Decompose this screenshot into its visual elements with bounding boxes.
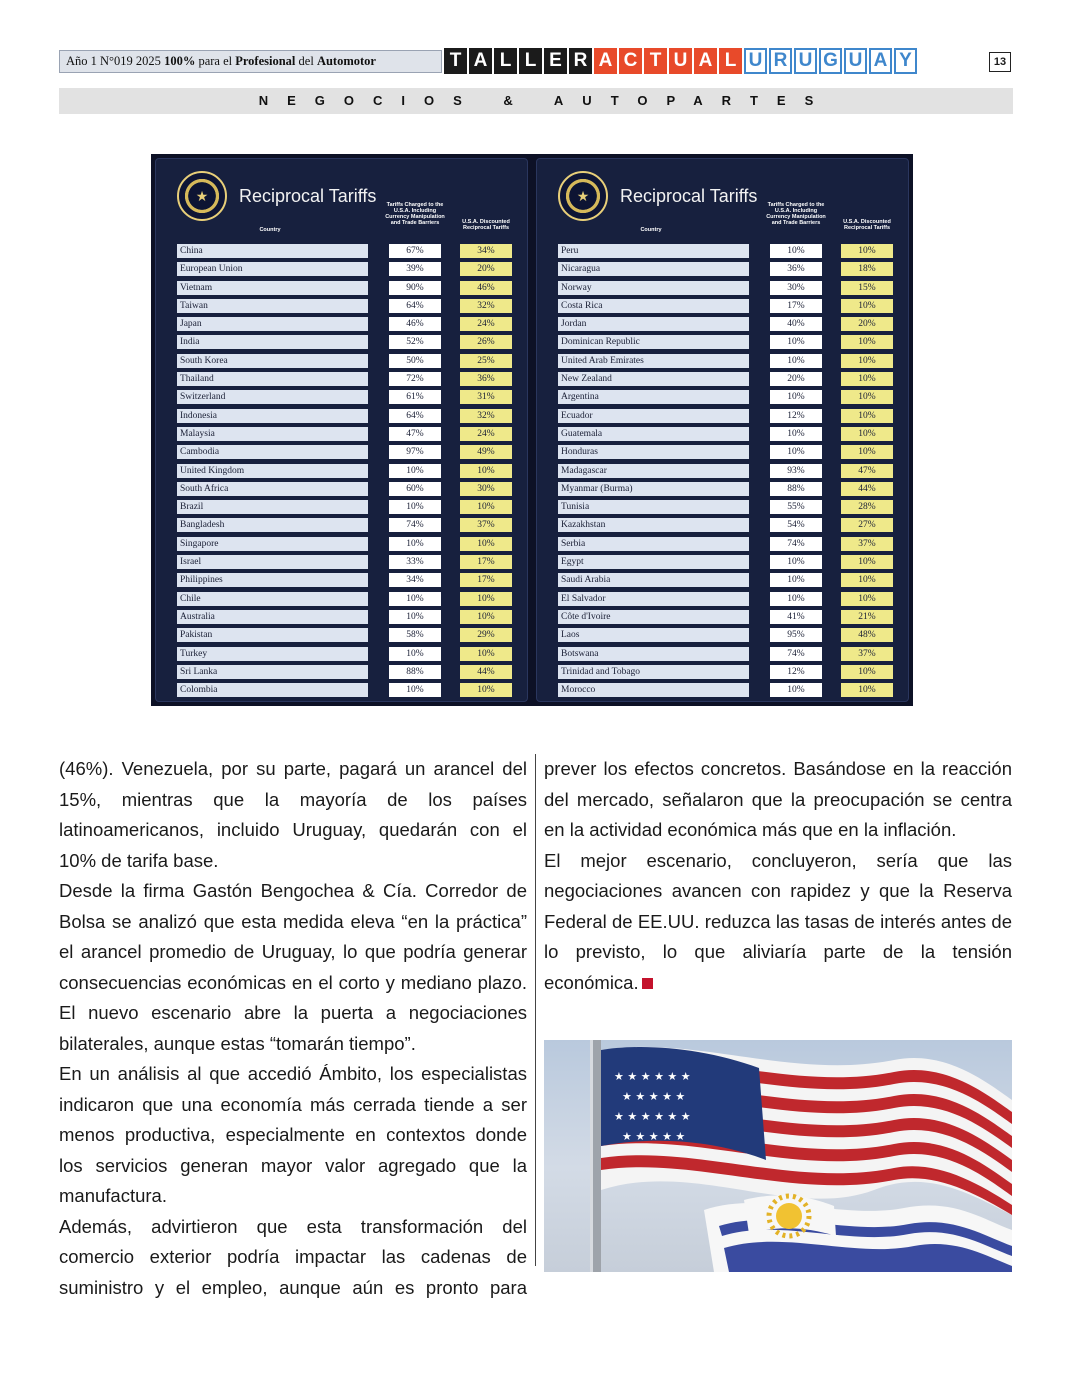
brand-word-taller	[444, 48, 592, 74]
tariff-discounted: 10%	[460, 537, 512, 551]
tariff-charged: 10%	[770, 445, 822, 459]
tariff-country: Australia	[177, 610, 368, 624]
tariff-charged: 50%	[389, 354, 441, 368]
tariff-charged: 88%	[389, 665, 441, 679]
tariff-discounted: 37%	[841, 647, 893, 661]
tariff-charged: 12%	[770, 665, 822, 679]
tariff-discounted: 10%	[841, 555, 893, 569]
tariff-country: Kazakhstan	[558, 518, 749, 532]
brand-word-actual	[594, 48, 742, 74]
board-title: Reciprocal Tariffs	[620, 186, 758, 206]
logo-letter: U	[744, 48, 767, 74]
tariff-discounted: 30%	[460, 482, 512, 496]
logo-letter: A	[594, 48, 617, 74]
tariff-charged: 10%	[770, 244, 822, 258]
tariff-country: Trinidad and Tobago	[558, 665, 749, 679]
tariff-country: India	[177, 335, 368, 349]
tariff-discounted: 15%	[841, 281, 893, 295]
tariff-discounted: 26%	[460, 335, 512, 349]
tariff-discounted: 28%	[841, 500, 893, 514]
tariff-charged: 10%	[770, 354, 822, 368]
tariff-charged: 17%	[770, 299, 822, 313]
tariff-row	[177, 516, 517, 534]
logo-letter: U	[844, 48, 867, 74]
tariff-country: Morocco	[558, 683, 749, 697]
logo-letter: L	[519, 48, 542, 74]
tariff-row	[558, 663, 898, 681]
svg-text:★ ★ ★ ★ ★ ★: ★ ★ ★ ★ ★ ★	[614, 1110, 691, 1123]
tariff-country: Chile	[177, 592, 368, 606]
article-paragraph: Además, advirtieron que esta transformación del comercio exterior podría impactar las cadenas de suministro y el empleo, aunque aún es pronto para	[59, 1215, 527, 1298]
logo-letter: L	[719, 48, 742, 74]
tariff-charged: 47%	[389, 427, 441, 441]
tagline-text-1: para el	[198, 54, 233, 68]
logo-letter: E	[544, 48, 567, 74]
tariff-row	[558, 498, 898, 516]
tariff-charged: 39%	[389, 262, 441, 276]
brand-word-uruguay	[744, 48, 917, 74]
logo-letter: T	[444, 48, 467, 74]
tariff-discounted: 10%	[460, 647, 512, 661]
tariff-discounted: 24%	[460, 427, 512, 441]
tariff-charged: 10%	[389, 647, 441, 661]
tariff-row	[177, 608, 517, 626]
tariff-charged: 72%	[389, 372, 441, 386]
tariff-row	[177, 297, 517, 315]
tariff-row	[558, 407, 898, 425]
tariff-discounted: 24%	[460, 317, 512, 331]
tariff-discounted: 10%	[841, 409, 893, 423]
tariff-row	[177, 443, 517, 461]
tariff-country: Israel	[177, 555, 368, 569]
tariff-country: El Salvador	[558, 592, 749, 606]
tariff-row	[177, 663, 517, 681]
tariff-row	[558, 370, 898, 388]
tariff-row	[558, 626, 898, 644]
tariff-country: United Arab Emirates	[558, 354, 749, 368]
tariff-country: Sri Lanka	[177, 665, 368, 679]
tariff-charged: 10%	[770, 683, 822, 697]
tariff-row	[558, 352, 898, 370]
tariff-discounted: 10%	[841, 445, 893, 459]
logo-letter: R	[569, 48, 592, 74]
tariff-row	[558, 681, 898, 699]
tariff-country: Honduras	[558, 445, 749, 459]
tariff-discounted: 10%	[841, 299, 893, 313]
col-header-country: Country	[640, 227, 662, 233]
tariff-country: Botswana	[558, 647, 749, 661]
col-header-country: Country	[259, 227, 281, 233]
usa-uruguay-flags-photo	[544, 1040, 1012, 1272]
tariff-charged: 40%	[770, 317, 822, 331]
col-header-discounted: U.S.A. Discounted Reciprocal Tariffs	[462, 219, 510, 231]
tariff-country: Taiwan	[177, 299, 368, 313]
tariff-country: Egypt	[558, 555, 749, 569]
tariff-row	[177, 498, 517, 516]
tariff-charged: 10%	[389, 464, 441, 478]
tariff-row	[177, 425, 517, 443]
tariff-discounted: 10%	[841, 390, 893, 404]
tariff-discounted: 25%	[460, 354, 512, 368]
tariff-charged: 10%	[770, 390, 822, 404]
svg-text:★ ★ ★ ★ ★: ★ ★ ★ ★ ★	[622, 1090, 686, 1103]
tariff-country: Madagascar	[558, 464, 749, 478]
tariff-discounted: 20%	[460, 262, 512, 276]
tariff-country: Malaysia	[177, 427, 368, 441]
tariff-discounted: 37%	[460, 518, 512, 532]
tariff-row	[558, 260, 898, 278]
tagline-bold-2: Profesional	[235, 54, 296, 68]
tariff-row	[177, 407, 517, 425]
tariff-discounted: 10%	[460, 610, 512, 624]
tariff-country: Indonesia	[177, 409, 368, 423]
article-final-text: El mejor escenario, concluyeron, sería que las negociaciones avancen con rapidez y que la Reserva Federal de EE.UU. reduzca las tasas de interés antes de lo previsto, lo que aliviaría parte de la tensión económica.	[544, 849, 1012, 993]
tariff-row	[177, 315, 517, 333]
tariff-row	[558, 462, 898, 480]
tariff-charged: 36%	[770, 262, 822, 276]
tariff-discounted: 10%	[460, 683, 512, 697]
svg-text:★ ★ ★ ★ ★: ★ ★ ★ ★ ★	[622, 1130, 686, 1143]
tariff-charged: 10%	[770, 592, 822, 606]
tariff-row	[177, 535, 517, 553]
tariff-charged: 58%	[389, 628, 441, 642]
tariff-discounted: 46%	[460, 281, 512, 295]
tariff-country: Brazil	[177, 500, 368, 514]
tariff-row	[558, 425, 898, 443]
tariff-charged: 64%	[389, 299, 441, 313]
tariff-charged: 10%	[389, 610, 441, 624]
tariff-country: Singapore	[177, 537, 368, 551]
tariff-country: South Korea	[177, 354, 368, 368]
logo-letter: U	[794, 48, 817, 74]
tariff-board-left	[155, 158, 528, 702]
tariff-charged: 93%	[770, 464, 822, 478]
end-mark-icon	[642, 978, 653, 989]
tariff-row	[177, 681, 517, 699]
logo-letter: T	[644, 48, 667, 74]
tariff-discounted: 10%	[460, 592, 512, 606]
tariff-country: Norway	[558, 281, 749, 295]
sun-of-may-icon	[776, 1203, 802, 1229]
tariff-charged: 64%	[389, 409, 441, 423]
tariff-rows-right	[558, 242, 898, 699]
tariff-discounted: 29%	[460, 628, 512, 642]
tariff-charged: 33%	[389, 555, 441, 569]
tariff-country: Turkey	[177, 647, 368, 661]
tariff-discounted: 10%	[841, 244, 893, 258]
tariff-charged: 20%	[770, 372, 822, 386]
tariff-row	[177, 480, 517, 498]
tariff-charged: 10%	[389, 683, 441, 697]
section-title: NEGOCIOS & AUTOPARTES	[59, 88, 1013, 114]
tariff-row	[177, 645, 517, 663]
logo-letter: G	[819, 48, 842, 74]
tariff-country: European Union	[177, 262, 368, 276]
presidential-seal-icon	[558, 171, 608, 221]
article-column-right	[544, 754, 1012, 998]
tariff-country: Argentina	[558, 390, 749, 404]
flags-illustration	[544, 1040, 1012, 1272]
tariff-discounted: 17%	[460, 573, 512, 587]
tariff-discounted: 34%	[460, 244, 512, 258]
tariff-row	[558, 645, 898, 663]
tariff-charged: 90%	[389, 281, 441, 295]
tariff-country: Switzerland	[177, 390, 368, 404]
tariff-charged: 10%	[389, 592, 441, 606]
tariff-discounted: 32%	[460, 409, 512, 423]
tariff-row	[558, 242, 898, 260]
tariff-charged: 10%	[770, 427, 822, 441]
tariff-discounted: 10%	[841, 427, 893, 441]
logo-letter: L	[494, 48, 517, 74]
tariff-country: Laos	[558, 628, 749, 642]
tariff-country: Thailand	[177, 372, 368, 386]
tariff-discounted: 10%	[841, 573, 893, 587]
tariff-country: Guatemala	[558, 427, 749, 441]
tariff-row	[177, 279, 517, 297]
tariff-charged: 10%	[770, 335, 822, 349]
column-divider	[535, 754, 536, 1266]
flag-pole	[592, 1040, 601, 1272]
issue-info	[59, 50, 442, 73]
tariff-country: Dominican Republic	[558, 335, 749, 349]
tariff-row	[558, 315, 898, 333]
tariff-charged: 97%	[389, 445, 441, 459]
article-paragraph: En un análisis al que accedió Ámbito, los especialistas indicaron que una economía más cerrada tiende a ser menos productiva, especialmente en contextos donde los servicios generan mayor valor agregado que la manufactura.	[59, 1063, 527, 1206]
logo-letter: R	[769, 48, 792, 74]
tariff-row	[558, 535, 898, 553]
tariff-discounted: 27%	[841, 518, 893, 532]
tariff-row	[558, 608, 898, 626]
svg-text:★ ★ ★ ★ ★ ★: ★ ★ ★ ★ ★ ★	[614, 1070, 691, 1083]
tariff-discounted: 36%	[460, 372, 512, 386]
tariff-row	[558, 279, 898, 297]
tariff-row	[177, 571, 517, 589]
tariff-row	[177, 370, 517, 388]
tariff-row	[177, 553, 517, 571]
tariff-country: Japan	[177, 317, 368, 331]
tariff-country: Peru	[558, 244, 749, 258]
uruguay-flag	[704, 1195, 1012, 1272]
tariff-country: United Kingdom	[177, 464, 368, 478]
tariff-row	[177, 242, 517, 260]
tariff-charged: 74%	[389, 518, 441, 532]
tariff-row	[177, 388, 517, 406]
issue-prefix: Año 1 N°019 2025	[66, 54, 161, 68]
tariff-country: Costa Rica	[558, 299, 749, 313]
tariff-charged: 74%	[770, 647, 822, 661]
logo-letter: A	[869, 48, 892, 74]
tagline-bold-3: Automotor	[316, 54, 376, 68]
tariff-charged: 10%	[389, 537, 441, 551]
logo-letter: C	[619, 48, 642, 74]
col-header-charged: Tariffs Charged to the U.S.A. Including Currency Manipulation and Trade Barriers	[766, 202, 826, 226]
tariff-charged: 12%	[770, 409, 822, 423]
tariff-row	[177, 626, 517, 644]
tariff-discounted: 37%	[841, 537, 893, 551]
tariff-charged: 52%	[389, 335, 441, 349]
tariff-discounted: 10%	[841, 372, 893, 386]
tariff-charged: 55%	[770, 500, 822, 514]
tariff-discounted: 20%	[841, 317, 893, 331]
tariff-discounted: 10%	[841, 665, 893, 679]
logo-letter: A	[694, 48, 717, 74]
tariff-country: Bangladesh	[177, 518, 368, 532]
tariff-country: Philippines	[177, 573, 368, 587]
tariff-discounted: 48%	[841, 628, 893, 642]
tariff-country: China	[177, 244, 368, 258]
tariff-discounted: 10%	[841, 335, 893, 349]
tariff-discounted: 10%	[841, 592, 893, 606]
tariff-charged: 67%	[389, 244, 441, 258]
tariff-charged: 54%	[770, 518, 822, 532]
tagline-text-2: del	[298, 54, 314, 68]
tariff-country: Saudi Arabia	[558, 573, 749, 587]
tariff-board-right	[536, 158, 909, 702]
reciprocal-tariffs-image	[151, 154, 913, 706]
tariff-charged: 34%	[389, 573, 441, 587]
tariff-row	[558, 388, 898, 406]
tariff-charged: 46%	[389, 317, 441, 331]
tariff-row	[558, 333, 898, 351]
tariff-row	[558, 443, 898, 461]
tariff-discounted: 44%	[460, 665, 512, 679]
tariff-discounted: 31%	[460, 390, 512, 404]
tariff-row	[558, 480, 898, 498]
tariff-discounted: 10%	[841, 683, 893, 697]
tariff-country: Cambodia	[177, 445, 368, 459]
presidential-seal-icon	[177, 171, 227, 221]
tariff-country: Ecuador	[558, 409, 749, 423]
usa-flag	[601, 1047, 1012, 1215]
tariff-row	[177, 462, 517, 480]
tariff-charged: 41%	[770, 610, 822, 624]
tariff-country: Colombia	[177, 683, 368, 697]
col-header-charged: Tariffs Charged to the U.S.A. Including Currency Manipulation and Trade Barriers	[385, 202, 445, 226]
tariff-row	[558, 571, 898, 589]
tariff-row	[558, 590, 898, 608]
tariff-charged: 61%	[389, 390, 441, 404]
tariff-discounted: 18%	[841, 262, 893, 276]
tariff-row	[177, 260, 517, 278]
tariff-country: South Africa	[177, 482, 368, 496]
tariff-discounted: 10%	[460, 500, 512, 514]
tariff-discounted: 44%	[841, 482, 893, 496]
tariff-charged: 60%	[389, 482, 441, 496]
article-paragraph: (46%). Venezuela, por su parte, pagará un arancel del 15%, mientras que la mayoría de los países latinoamericanos, incluido Uruguay, quedarán con el 10% de tarifa base.	[59, 758, 527, 871]
tagline-bold-1: 100%	[164, 54, 196, 68]
tariff-discounted: 17%	[460, 555, 512, 569]
tariff-row	[177, 590, 517, 608]
tariff-charged: 95%	[770, 628, 822, 642]
article-paragraph: Desde la firma Gastón Bengochea & Cía. Corredor de Bolsa se analizó que esta medida eleva “en la práctica” el arancel promedio de Uruguay, lo que podría generar consecuencias económicas en el corto y mediano plazo. El nuevo escenario abre la puerta a negociaciones bilaterales, aunque estas “tomarán tiempo”.	[59, 880, 527, 1054]
logo-letter: U	[669, 48, 692, 74]
tariff-rows-left	[177, 242, 517, 699]
tariff-charged: 74%	[770, 537, 822, 551]
tariff-discounted: 47%	[841, 464, 893, 478]
tariff-country: Côte d'Ivoire	[558, 610, 749, 624]
tariff-discounted: 32%	[460, 299, 512, 313]
logo-letter: Y	[894, 48, 917, 74]
tariff-charged: 88%	[770, 482, 822, 496]
article-column-left	[59, 754, 527, 1303]
board-title: Reciprocal Tariffs	[239, 186, 377, 206]
col-header-discounted: U.S.A. Discounted Reciprocal Tariffs	[843, 219, 891, 231]
tariff-country: New Zealand	[558, 372, 749, 386]
tariff-row	[558, 516, 898, 534]
tariff-country: Jordan	[558, 317, 749, 331]
logo-letter: A	[469, 48, 492, 74]
tariff-row	[177, 333, 517, 351]
tariff-country: Tunisia	[558, 500, 749, 514]
tariff-discounted: 49%	[460, 445, 512, 459]
article-paragraph-final	[544, 846, 1012, 999]
tariff-charged: 30%	[770, 281, 822, 295]
magazine-logo	[444, 48, 917, 74]
tariff-row	[558, 297, 898, 315]
tariff-row	[177, 352, 517, 370]
tariff-country: Nicaragua	[558, 262, 749, 276]
tariff-charged: 10%	[389, 500, 441, 514]
tariff-discounted: 21%	[841, 610, 893, 624]
tariff-discounted: 10%	[460, 464, 512, 478]
tariff-country: Pakistan	[177, 628, 368, 642]
tariff-country: Vietnam	[177, 281, 368, 295]
tariff-discounted: 10%	[841, 354, 893, 368]
tariff-row	[558, 553, 898, 571]
page-number: 13	[989, 52, 1011, 72]
tariff-charged: 10%	[770, 573, 822, 587]
article-paragraph: prever los efectos concretos. Basándose en la reacción del mercado, señalaron que la preocupación se centra en la actividad económica más que en la inflación.	[544, 758, 1012, 840]
tariff-country: Myanmar (Burma)	[558, 482, 749, 496]
tariff-charged: 10%	[770, 555, 822, 569]
tariff-country: Serbia	[558, 537, 749, 551]
